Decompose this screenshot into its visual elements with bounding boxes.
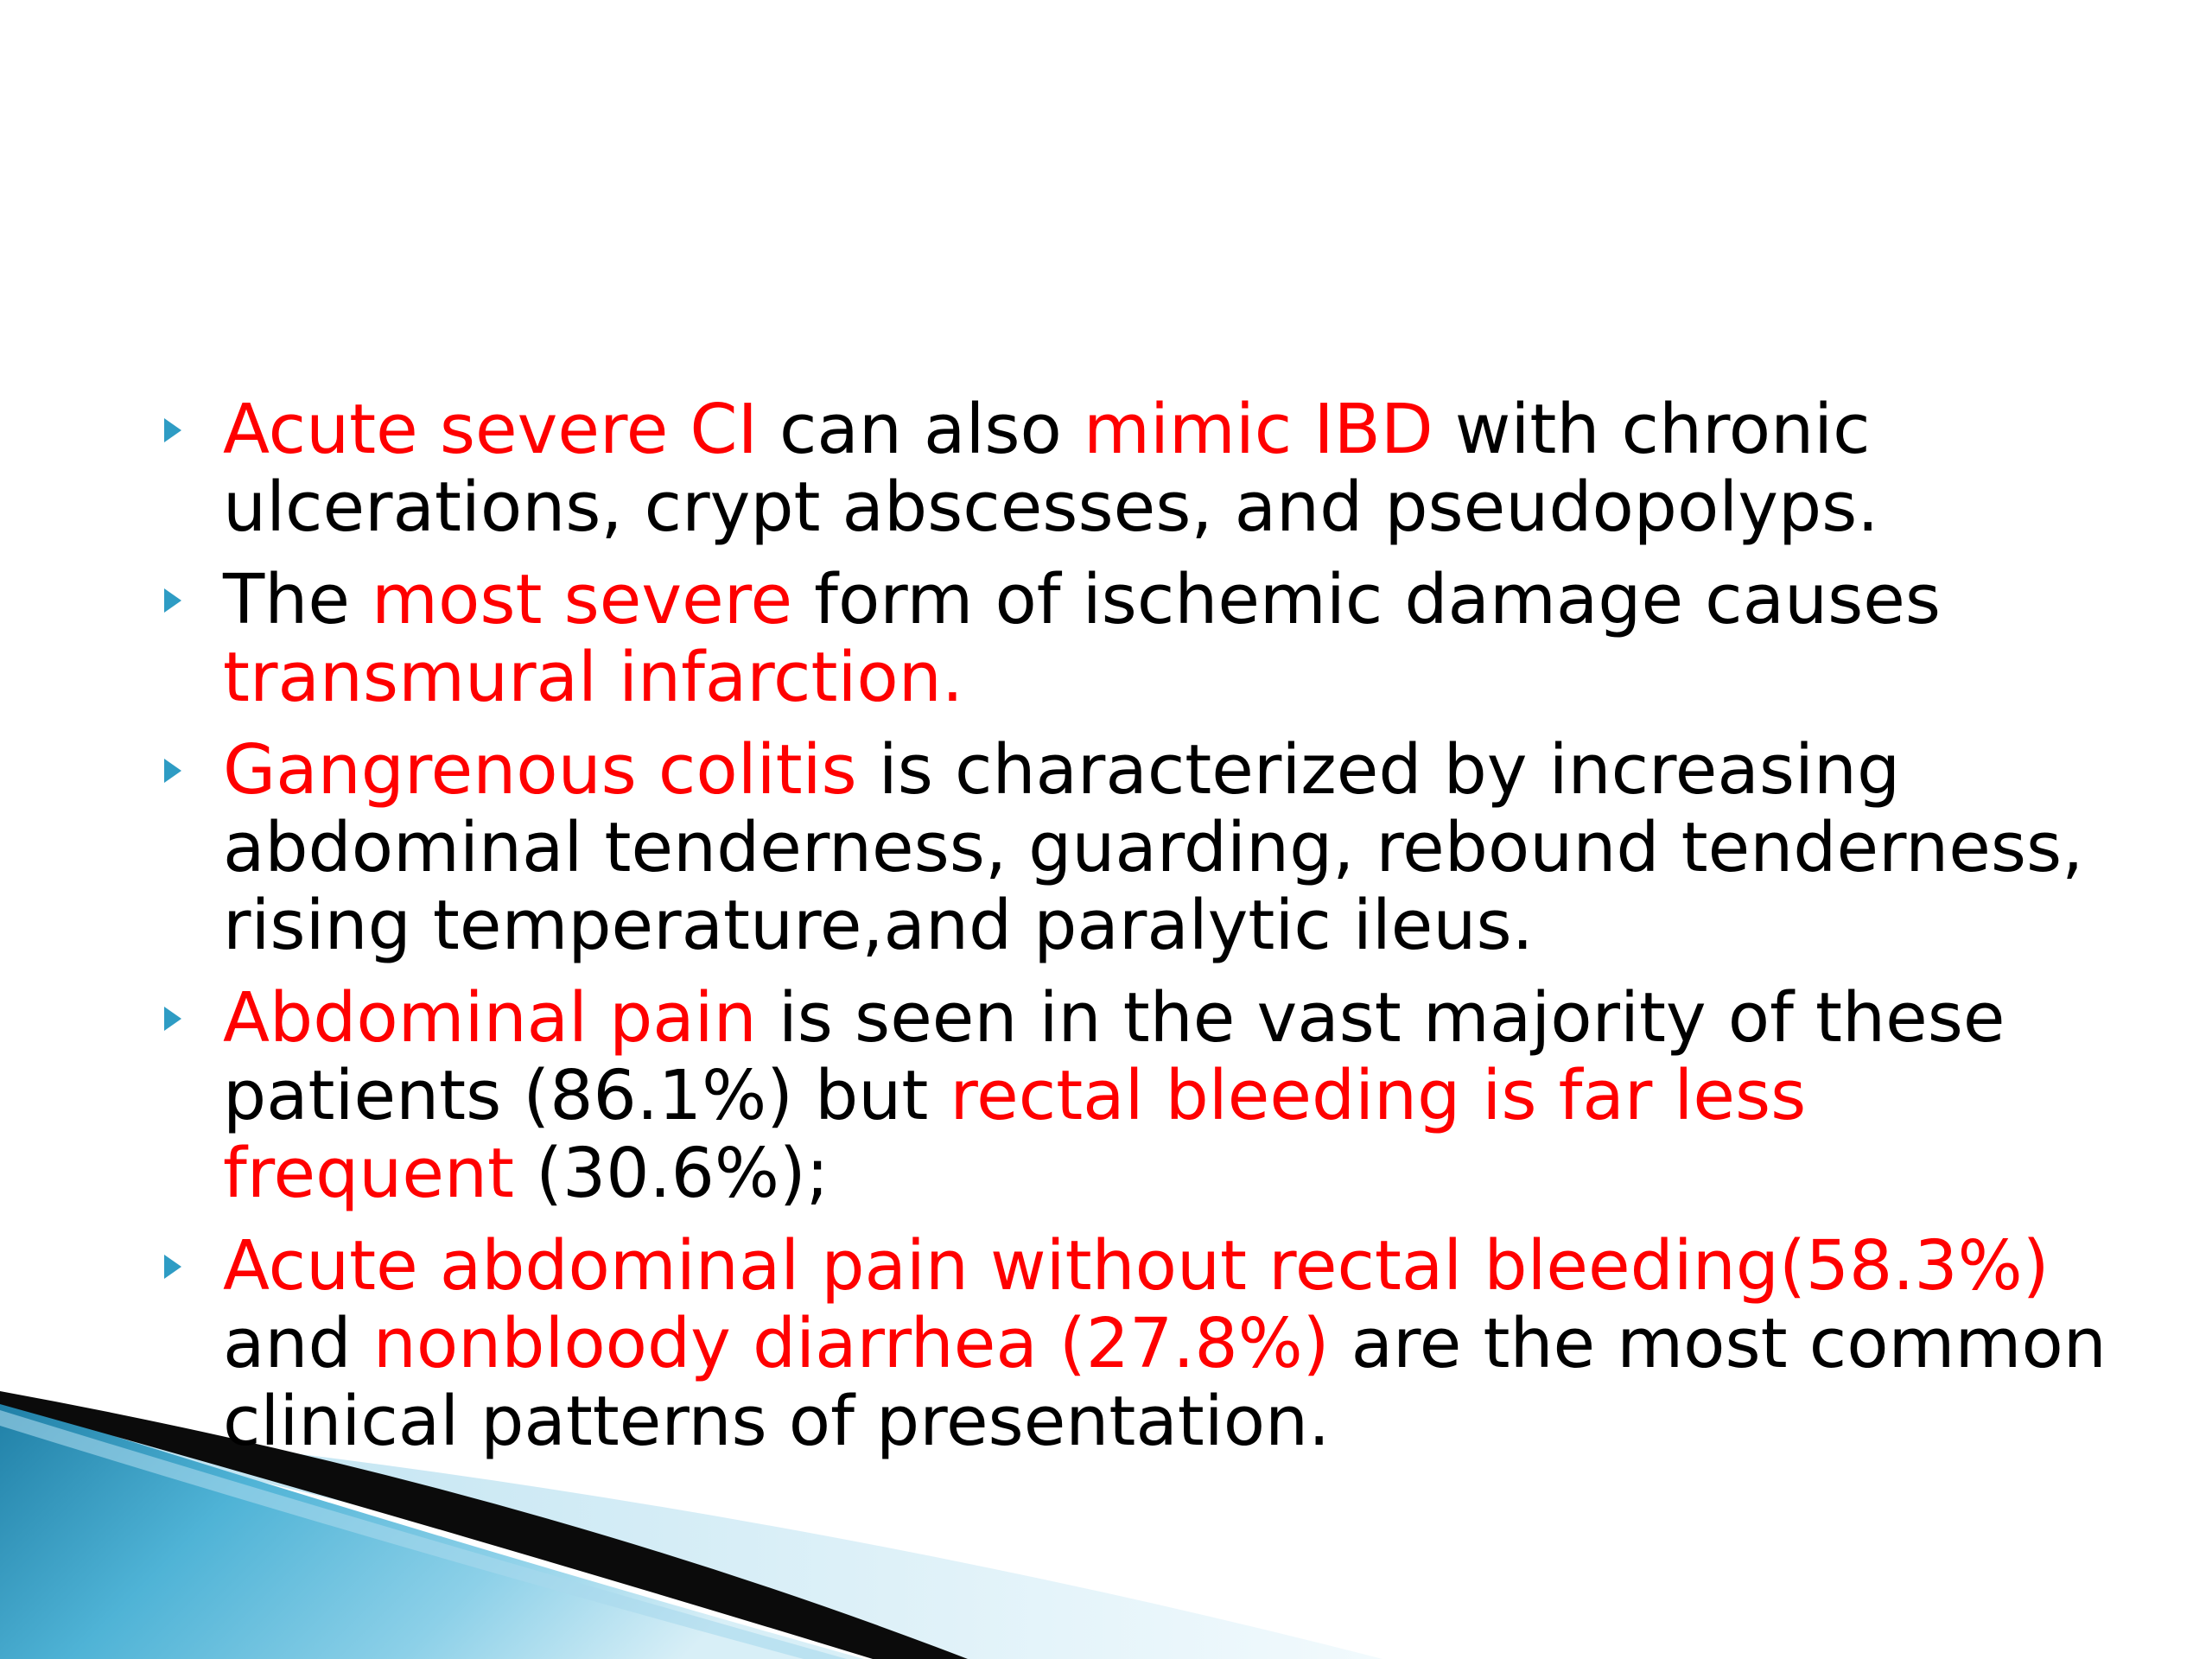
body-text: form of ischemic damage causes bbox=[792, 560, 1942, 639]
body-text: and bbox=[223, 1304, 373, 1383]
highlighted-text: rectal bleeding is far less frequent bbox=[223, 1056, 1807, 1213]
triangle-arrow-icon bbox=[164, 1255, 181, 1279]
bullet-item bbox=[156, 561, 2108, 716]
bullet-item bbox=[156, 391, 2108, 546]
triangle-arrow-icon bbox=[164, 1007, 181, 1031]
body-text: is seen in the vast majority of these patients (86.1%) but bbox=[223, 978, 2005, 1135]
highlighted-text: most severe bbox=[372, 560, 793, 639]
highlighted-text: Acute abdominal pain without rectal bleeding(58.3%) bbox=[223, 1226, 2050, 1306]
body-text: The bbox=[223, 560, 372, 639]
triangle-arrow-icon bbox=[164, 418, 181, 442]
bullet-item bbox=[156, 1227, 2108, 1460]
highlighted-text: Abdominal pain bbox=[223, 978, 757, 1058]
body-text: is characterized by increasing abdominal tenderness, guarding, rebound tenderness, rising temperature,and paralytic ileus. bbox=[223, 730, 2084, 965]
bullet-item bbox=[156, 979, 2108, 1212]
highlighted-text: nonbloody diarrhea (27.8%) bbox=[372, 1304, 1330, 1383]
body-text: (30.6%); bbox=[514, 1134, 830, 1213]
body-text: with chronic ulcerations, crypt abscesses, and pseudopolyps. bbox=[223, 390, 1879, 547]
triangle-arrow-icon bbox=[164, 759, 181, 783]
highlighted-text: Acute severe CI bbox=[223, 390, 758, 469]
body-text: can also bbox=[757, 390, 1084, 469]
highlighted-text: transmural infarction. bbox=[223, 638, 963, 717]
bullet-item bbox=[156, 731, 2108, 964]
highlighted-text: mimic IBD bbox=[1084, 390, 1433, 469]
bullet-list bbox=[156, 391, 2108, 1475]
body-text: are the most common clinical patterns of presentation. bbox=[223, 1304, 2107, 1461]
highlighted-text: Gangrenous colitis bbox=[223, 730, 857, 810]
triangle-arrow-icon bbox=[164, 588, 181, 613]
